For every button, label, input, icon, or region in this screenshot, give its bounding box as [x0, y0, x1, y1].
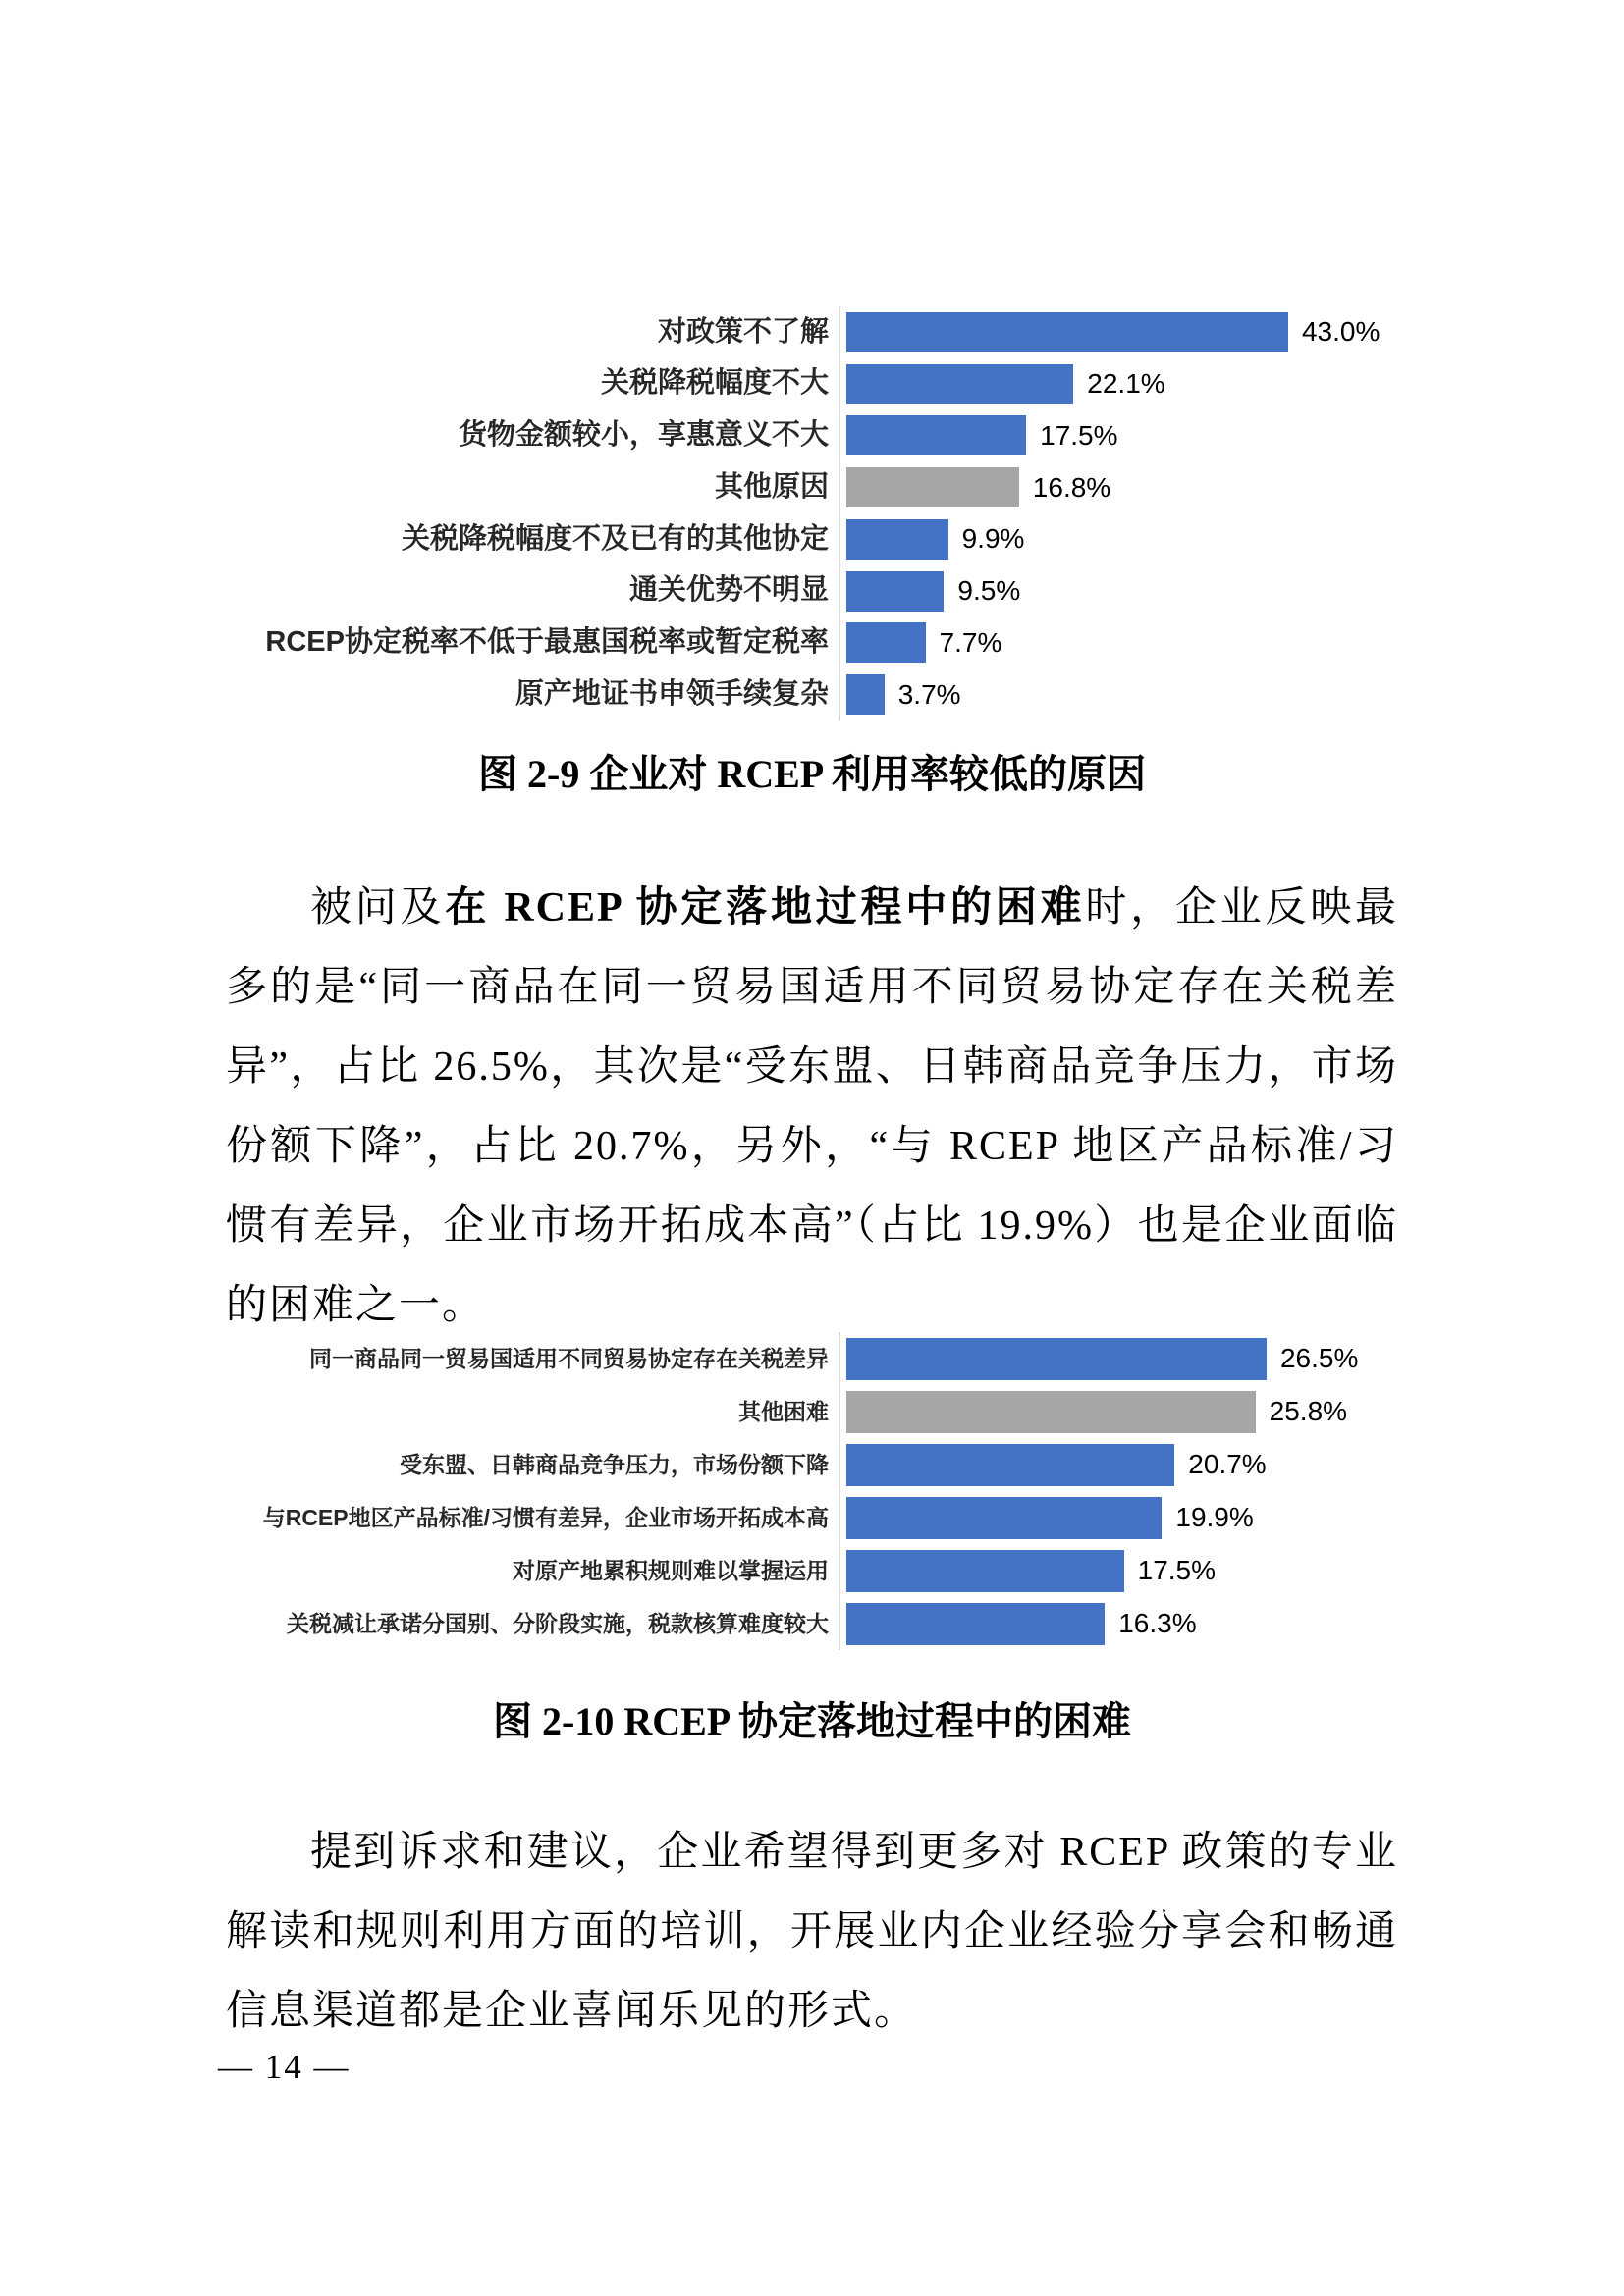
bar-category-label: 与RCEP地区产品标准/习惯有差异，企业市场开拓成本高 [262, 1504, 829, 1530]
bar-value-label: 7.7% [939, 626, 1002, 658]
chart-row [226, 306, 1398, 358]
bar-plot-area [839, 617, 1398, 669]
chart-row [226, 1597, 1398, 1650]
bar [846, 415, 1026, 455]
chart-row [226, 617, 1398, 669]
bar-category-label: 其他困难 [738, 1398, 829, 1424]
bar-value-label: 17.5% [1137, 1555, 1217, 1585]
bar [846, 364, 1073, 404]
chart-row [226, 565, 1398, 617]
bar [846, 571, 944, 612]
text-run: 提到诉求和建议，企业希望得到更多对 RCEP 政策的专业解读和规则利用方面的培训，开展业内企业经验分享会和畅通信息渠道都是企业喜闻乐见的形式。 [226, 1830, 1398, 2034]
chart-row [226, 1385, 1398, 1438]
bar-category-label: 其他原因 [714, 470, 829, 503]
bar-value-label: 17.5% [1040, 419, 1118, 451]
bar-chart-figure-2-10 [226, 1332, 1398, 1650]
bar-category-label: 关税降税幅度不大 [600, 367, 829, 400]
bar-plot-area [839, 565, 1398, 617]
bar-plot-area [839, 1491, 1398, 1544]
bar-category-label: 对原产地累积规则难以掌握运用 [513, 1557, 829, 1583]
figure-2-10-caption: 图 2-10 RCEP 协定落地过程中的困难 [493, 1699, 1131, 1743]
chart-row [226, 1438, 1398, 1491]
text-run: 被问及 [310, 885, 446, 931]
bar [846, 1497, 1162, 1539]
bar-plot-area [839, 410, 1398, 462]
bar-category-label: 对政策不了解 [657, 315, 829, 347]
chart-row [226, 513, 1398, 565]
bar [846, 1391, 1256, 1433]
bar-plot-area [839, 1438, 1398, 1491]
bar-plot-area [839, 1332, 1398, 1385]
bar-value-label: 9.9% [961, 523, 1025, 555]
bar-plot-area [839, 461, 1398, 513]
bar-value-label: 16.3% [1118, 1608, 1197, 1638]
bar [846, 1338, 1267, 1380]
bar-value-label: 16.8% [1032, 471, 1111, 503]
bar-value-label: 3.7% [897, 678, 961, 710]
bar-value-label: 19.9% [1175, 1502, 1254, 1532]
bar-plot-area [839, 1597, 1398, 1650]
paragraph-suggestions [226, 1813, 1398, 2052]
bar-category-label: 货物金额较小，享惠意义不大 [458, 419, 829, 452]
bar-chart-figure-2-9 [226, 306, 1398, 721]
bar-category-label: 同一商品同一贸易国适用不同贸易协定存在关税差异 [309, 1345, 829, 1371]
bar-plot-area [839, 306, 1398, 358]
bar-category-label: 受东盟、日韩商品竞争压力，市场份额下降 [400, 1451, 829, 1477]
bar [846, 312, 1288, 352]
bar-category-label: 关税降税幅度不及已有的其他协定 [401, 522, 829, 555]
bar-value-label: 25.8% [1269, 1396, 1348, 1426]
bar [846, 1603, 1105, 1645]
figure-2-9-caption: 图 2-9 企业对 RCEP 利用率较低的原因 [478, 752, 1146, 796]
bar-plot-area [839, 668, 1398, 721]
page-number: — 14 — [218, 2048, 351, 2086]
chart-row [226, 358, 1398, 410]
bar [846, 467, 1019, 507]
bar [846, 519, 948, 560]
text-run: 时，企业反映最多的是“同一商品在同一贸易国适用不同贸易协定存在关税差异”，占比 26.5%，其次是“受东盟、日韩商品竞争压力，市场份额下降”，占比 20.7%，另外，“与 RCEP 地区产品标准/习惯有差异，企业市场开拓成本高”（占比 19.9%）也是企业面临的困难之一。 [226, 885, 1398, 1328]
bold-text-run: 在 RCEP 协定落地过程中的困难 [445, 885, 1086, 931]
chart-row [226, 461, 1398, 513]
chart-row [226, 1544, 1398, 1597]
bar-category-label: 关税减让承诺分国别、分阶段实施，税款核算难度较大 [287, 1610, 829, 1636]
chart-row [226, 1332, 1398, 1385]
bar-plot-area [839, 1544, 1398, 1597]
bar-value-label: 9.5% [957, 575, 1021, 607]
chart-row [226, 1491, 1398, 1544]
bar-plot-area [839, 1385, 1398, 1438]
bar [846, 674, 885, 715]
bar [846, 1444, 1174, 1486]
bar-category-label: 通关优势不明显 [628, 574, 829, 607]
bar [846, 1550, 1124, 1592]
bar-value-label: 26.5% [1279, 1343, 1359, 1373]
chart-row [226, 410, 1398, 462]
bar-plot-area [839, 513, 1398, 565]
paragraph-rcep-difficulties [226, 869, 1398, 1346]
chart-row [226, 668, 1398, 721]
bar-category-label: 原产地证书申领手续复杂 [514, 677, 829, 710]
bar-value-label: 22.1% [1087, 368, 1165, 400]
bar-value-label: 20.7% [1188, 1449, 1267, 1479]
bar-category-label: RCEP协定税率不低于最惠国税率或暂定税率 [265, 626, 829, 659]
bar [846, 622, 926, 663]
bar-value-label: 43.0% [1301, 316, 1380, 347]
bar-plot-area [839, 358, 1398, 410]
